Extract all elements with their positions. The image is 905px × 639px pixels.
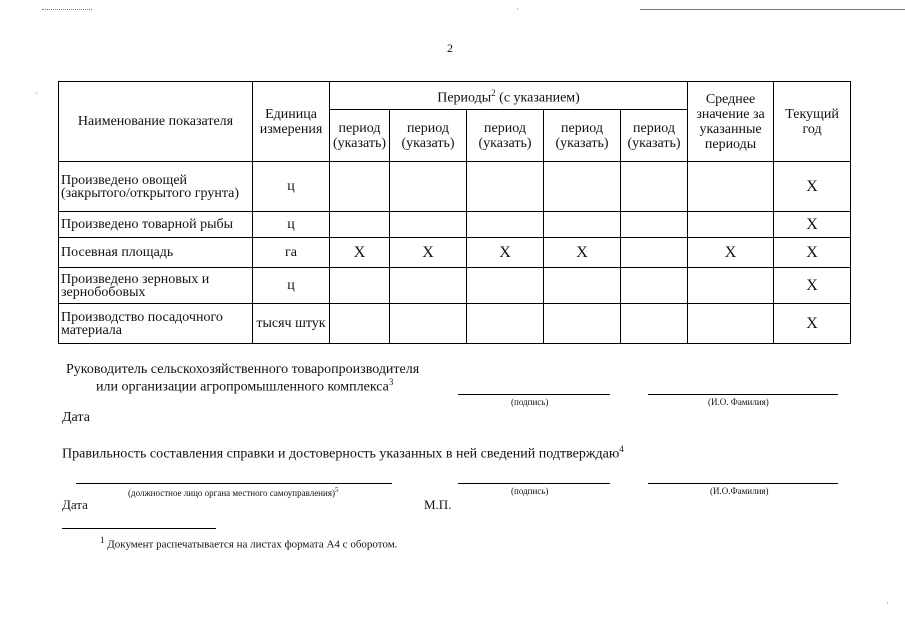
header-unit: Единица измерения xyxy=(253,82,330,162)
row-period-cell xyxy=(390,212,467,238)
row-period-cell xyxy=(544,212,621,238)
row-period-cell xyxy=(390,304,467,344)
row-average-cell xyxy=(688,268,774,304)
head-name-caption: (И.О. Фамилия) xyxy=(708,397,769,407)
header-periods: Периоды$^2$ (с указанием) xyxy=(330,82,688,110)
row-name: Произведено овощей (закрытого/открытого грунта) xyxy=(59,162,253,212)
row-period-cell xyxy=(467,268,544,304)
date-label: Дата xyxy=(62,410,90,425)
table-row xyxy=(59,268,851,304)
scan-speck: · xyxy=(516,4,519,14)
confirm-name-caption: (И.О.Фамилия) xyxy=(710,486,769,496)
row-period-cell xyxy=(330,268,390,304)
official-caption: (должностное лицо органа местного самоуправления)$^5$ xyxy=(128,486,339,498)
head-signature-line xyxy=(458,394,610,395)
row-period-cell xyxy=(621,238,688,268)
header-period-2: период (указать) xyxy=(390,110,467,162)
row-average-cell xyxy=(688,212,774,238)
row-name: Произведено зерновых и зернобобовых xyxy=(59,268,253,304)
row-unit: тысяч штук xyxy=(253,304,330,344)
head-signature-caption: (подпись) xyxy=(511,397,549,407)
confirm-name-line xyxy=(648,483,838,484)
row-period-cell xyxy=(330,212,390,238)
scan-speck: · xyxy=(886,598,889,608)
row-current-cell: X xyxy=(774,162,851,212)
head-name-line xyxy=(648,394,838,395)
stamp-label: М.П. xyxy=(424,497,452,512)
table-row xyxy=(59,162,851,212)
row-period-cell: X xyxy=(467,238,544,268)
row-period-cell xyxy=(467,212,544,238)
row-period-cell: X xyxy=(544,238,621,268)
confirm-signature-line xyxy=(458,483,610,484)
header-period-4: период (указать) xyxy=(544,110,621,162)
row-unit: ц xyxy=(253,212,330,238)
row-unit: ц xyxy=(253,162,330,212)
row-current-cell: X xyxy=(774,238,851,268)
row-current-cell: X xyxy=(774,268,851,304)
head-line-1: Руководитель сельскохозяйственного товаропроизводителя xyxy=(66,362,420,377)
scan-speck: · xyxy=(35,88,38,98)
header-period-1: период (указать) xyxy=(330,110,390,162)
row-period-cell xyxy=(544,162,621,212)
table-row xyxy=(59,304,851,344)
header-indicator: Наименование показателя xyxy=(59,82,253,162)
header-period-5: период (указать) xyxy=(621,110,688,162)
table-row xyxy=(59,212,851,238)
row-name: Посевная площадь xyxy=(59,238,253,268)
official-line xyxy=(76,483,392,484)
row-current-cell: X xyxy=(774,212,851,238)
row-period-cell xyxy=(390,162,467,212)
header-average: Среднее значение за указанные периоды xyxy=(688,82,774,162)
row-period-cell xyxy=(621,212,688,238)
header-current-year: Текущий год xyxy=(774,82,851,162)
confirm-text: Правильность составления справки и достоверность указанных в ней сведений подтверждаю$^4$ xyxy=(62,444,624,462)
row-period-cell xyxy=(621,162,688,212)
confirm-date-label: Дата xyxy=(62,497,88,512)
row-period-cell: X xyxy=(330,238,390,268)
row-period-cell xyxy=(330,162,390,212)
row-current-cell: X xyxy=(774,304,851,344)
row-period-cell: X xyxy=(390,238,467,268)
row-name: Произведено товарной рыбы xyxy=(59,212,253,238)
row-period-cell xyxy=(390,268,467,304)
confirm-signature-caption: (подпись) xyxy=(511,486,549,496)
footnote-separator xyxy=(62,528,216,529)
head-line-2: или организации агропромышленного комплекса$^3$ xyxy=(96,377,394,395)
top-border-line xyxy=(640,9,905,10)
row-period-cell xyxy=(621,268,688,304)
row-period-cell xyxy=(467,162,544,212)
page-number: 2 xyxy=(447,41,453,55)
table-row xyxy=(59,238,851,268)
row-period-cell xyxy=(330,304,390,344)
indicators-table xyxy=(58,81,851,344)
row-unit: га xyxy=(253,238,330,268)
row-period-cell xyxy=(544,304,621,344)
row-name: Производство посадочного материала xyxy=(59,304,253,344)
row-unit: ц xyxy=(253,268,330,304)
top-border-line xyxy=(42,9,92,10)
header-period-3: период (указать) xyxy=(467,110,544,162)
row-period-cell xyxy=(544,268,621,304)
row-average-cell xyxy=(688,304,774,344)
row-average-cell xyxy=(688,162,774,212)
footnote-text: $^1$ Документ распечатывается на листах формата А4 с оборотом. xyxy=(100,535,398,551)
row-average-cell: X xyxy=(688,238,774,268)
row-period-cell xyxy=(467,304,544,344)
row-period-cell xyxy=(621,304,688,344)
